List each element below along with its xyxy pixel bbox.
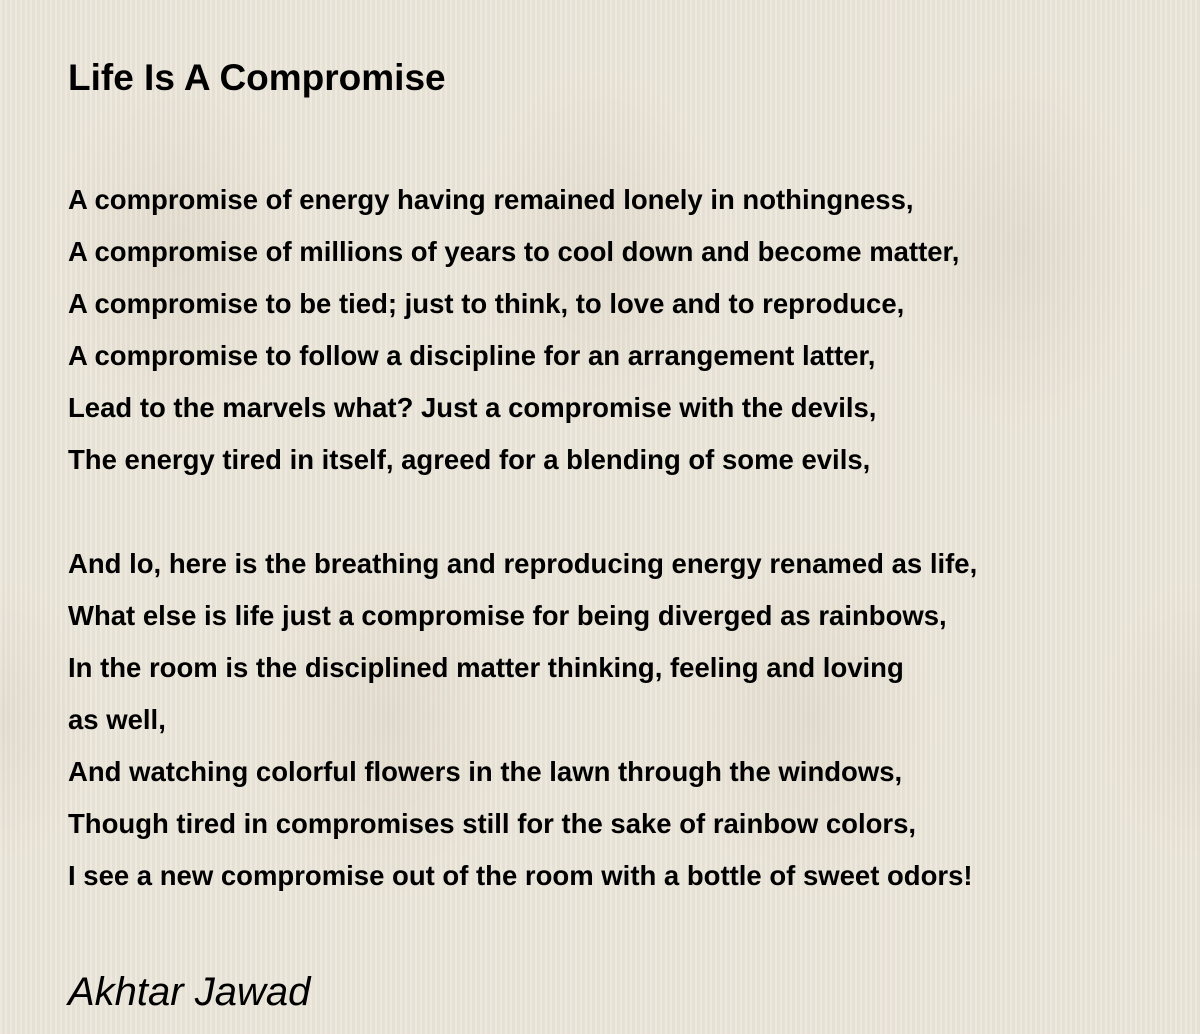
poem-line: as well, (68, 704, 166, 735)
poem-author: Akhtar Jawad (68, 970, 311, 1014)
poem-line: A compromise to be tied; just to think, to love and to reproduce, (68, 288, 905, 319)
poem-line: The energy tired in itself, agreed for a blending of some evils, (68, 444, 871, 475)
poem-line: A compromise to follow a discipline for an arrangement latter, (68, 340, 876, 371)
poem-title: Life Is A Compromise (68, 57, 446, 98)
poem-line: And watching colorful flowers in the lawn through the windows, (68, 756, 903, 787)
poem-line: A compromise of energy having remained lonely in nothingness, (68, 184, 914, 215)
poem-line: What else is life just a compromise for being diverged as rainbows, (68, 600, 947, 631)
poem-line: I see a new compromise out of the room with a bottle of sweet odors! (68, 860, 973, 891)
poem-body (68, 174, 1168, 902)
poem-line: A compromise of millions of years to cool down and become matter, (68, 236, 960, 267)
poem-line: Lead to the marvels what? Just a compromise with the devils, (68, 392, 877, 423)
poem-line: And lo, here is the breathing and reproducing energy renamed as life, (68, 548, 978, 579)
poem-line: Though tired in compromises still for the sake of rainbow colors, (68, 808, 917, 839)
stanza-2 (68, 538, 1168, 902)
poem-line: In the room is the disciplined matter thinking, feeling and loving (68, 652, 904, 683)
poem-container (68, 52, 1168, 1018)
stanza-divider (68, 486, 1168, 538)
stanza-1 (68, 174, 1168, 486)
